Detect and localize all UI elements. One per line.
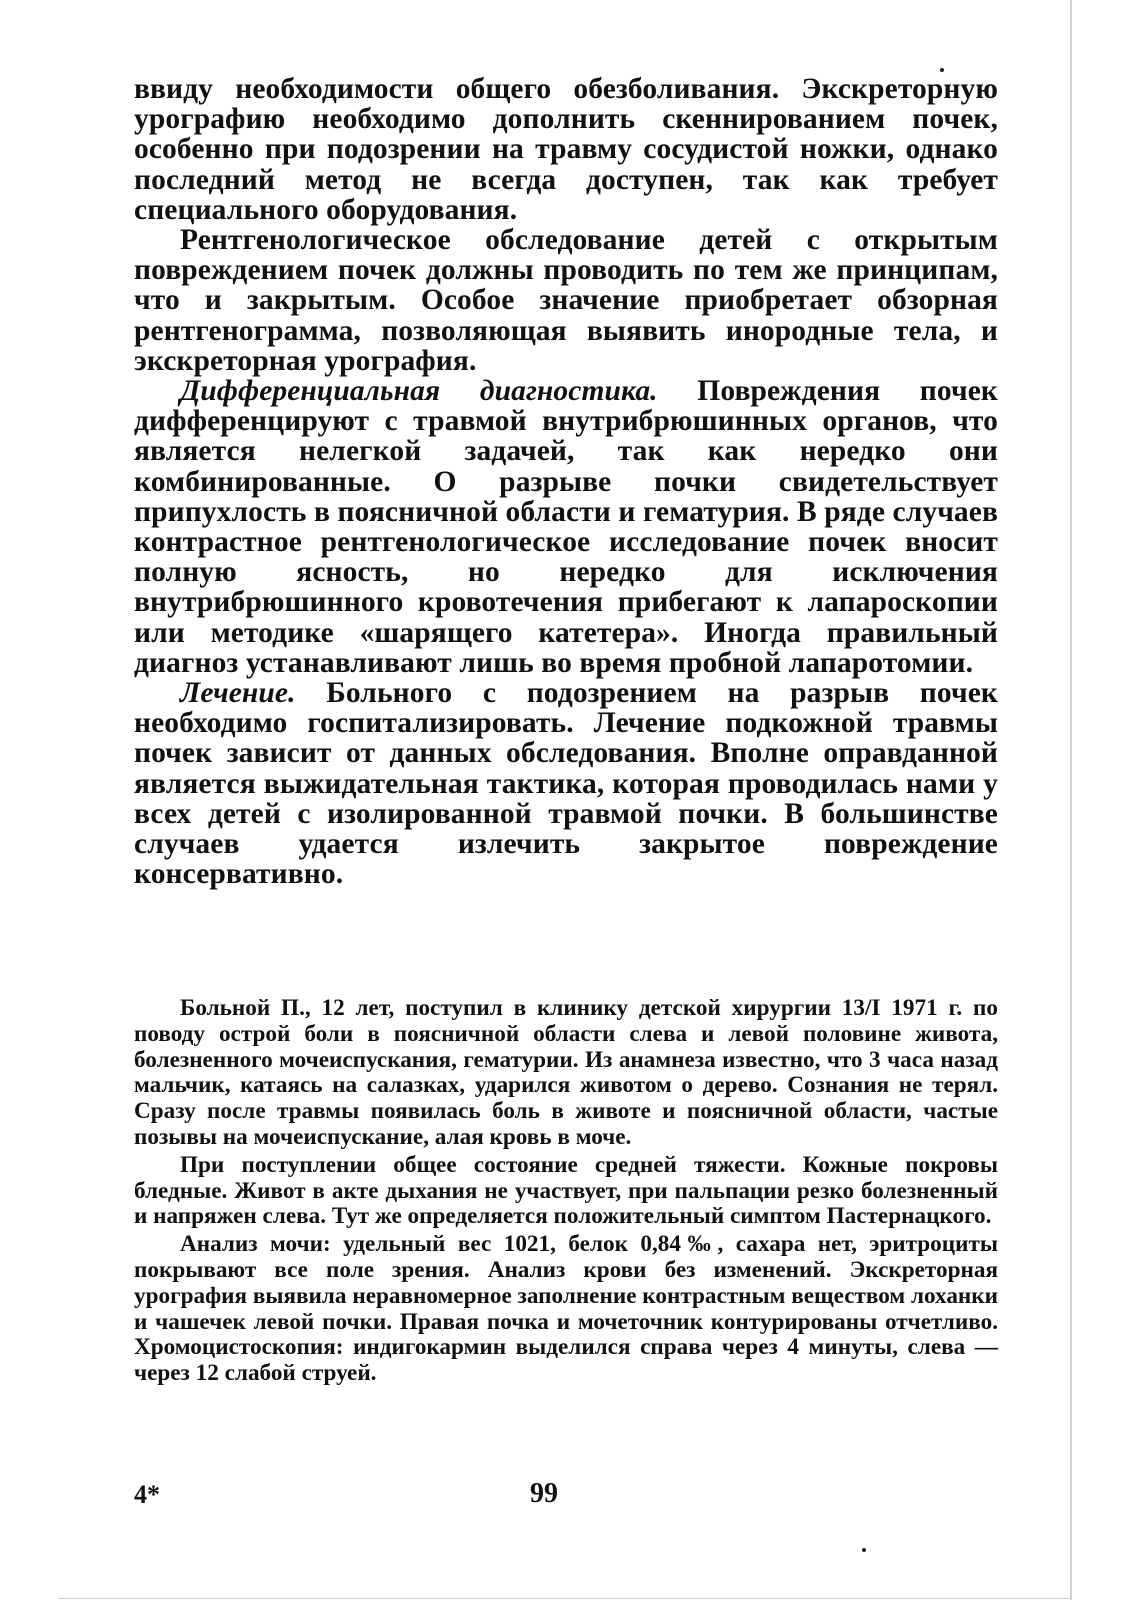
section-lead-treatment: Лечение.: [180, 677, 296, 710]
sheet-signature: 4*: [134, 1480, 160, 1509]
paragraph-text: Больного с подозрением на разрыв почек необходимо госпитализировать. Лечение подкожной травмы почек зависит от данных обследования. Вполне оправданной является выжидательная тактика, которая проводилась нами у всех детей с изолированной травмой почки. В большинстве случаев удается излечить закрытое повреждение консервативно.: [134, 677, 998, 891]
paragraph-xray-open-injury: Рентгенологическое обследование детей с открытым повреждением почек должны проводить по тем же принципам, что и закрытым. Особое значение приобретает обзорная рентгенограмма, позволяющая выявить инородные тела, и экскреторная урография.: [134, 224, 998, 377]
scan-edge-bottom: [58, 1598, 1070, 1599]
scan-speck: [862, 1548, 866, 1552]
main-text: [134, 74, 998, 889]
paragraph-differential-diagnosis: [134, 376, 998, 678]
paragraph-text: Повреждения почек дифференцируют с травмой внутрибрюшинных органов, что является нелегкой задачей, так как нередко они комбинированные. О разрыве почки свидетельствует припухлость в поясничной области и гематурия. В ряде случаев контрастное рентгенологическое исследование почек вносит полную ясность, но нередко для исключения внутрибрюшинного кровотечения прибегают к лапароскопии или методике «шарящего катетера». Иногда правильный диагноз устанавливают лишь во время пробной лапаротомии.: [134, 375, 999, 679]
scan-edge-right: [1070, 0, 1072, 1600]
paragraph-continuation: ввиду необходимости общего обезболивания. Экскреторную урографию необходимо дополнить скеннированием почек, особенно при подозрении на травму сосудистой ножки, однако последний метод не всегда доступен, так как требует специального оборудования.: [134, 73, 998, 226]
page-number: 99: [530, 1478, 558, 1509]
case-admission-status: При поступлении общее состояние средней тяжести. Кожные покровы бледные. Живот в акте дыхания не участвует, при пальпации резко болезненный и напряжен слева. Тут же определяется положительный симптом Пастернацкого.: [134, 1151, 998, 1230]
section-lead-differential-diagnosis: Дифференциальная диагностика.: [180, 375, 658, 408]
case-report: [134, 996, 998, 1389]
paragraph-treatment: [134, 678, 998, 889]
case-history: Больной П., 12 лет, поступил в клинику детской хирургии 13/I 1971 г. по поводу острой боли в поясничной области слева и левой половине живота, болезненного мочеиспускания, гематурии. Из анамнеза известно, что 3 часа назад мальчик, катаясь на салазках, ударился животом о дерево. Сознания не терял. Сразу после травмы появилась боль в животе и поясничной области, частые позывы на мочеиспускание, алая кровь в моче.: [134, 995, 998, 1150]
case-analysis: Анализ мочи: удельный вес 1021, белок 0,84‰, сахара нет, эритроциты покрывают все поле зрения. Анализ крови без изменений. Экскреторная урография выявила неравномерное заполнение контрастным веществом лоханки и чашечек левой почки. Правая почка и мочеточник контурированы отчетливо. Хромоцистоскопия: индигокармин выделился справа через 4 минуты, слева — через 12 слабой струей.: [134, 1231, 998, 1387]
scan-speck: [940, 68, 944, 72]
